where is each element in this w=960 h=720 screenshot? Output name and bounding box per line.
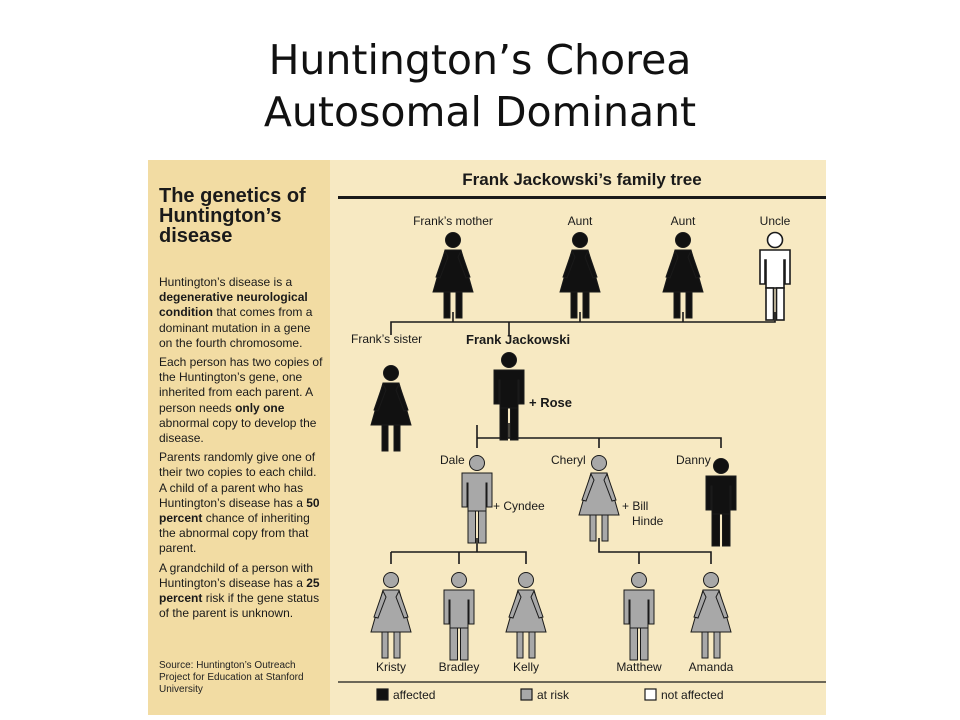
sidebar-heading: The genetics of Huntington’s disease bbox=[159, 185, 306, 247]
person-matthew bbox=[624, 573, 654, 661]
person-franks-sister bbox=[371, 366, 411, 452]
legend-swatch-affected bbox=[377, 689, 388, 700]
person-aunt-1 bbox=[560, 233, 600, 319]
legend-label-not-affected: not affected bbox=[661, 688, 724, 702]
name-label-matthew: Matthew bbox=[616, 660, 662, 674]
legend-swatch-at-risk bbox=[521, 689, 532, 700]
sidebar-paragraph-1: Huntington’s disease is a degenerative neurological condition that comes from a dominant mutation in a gene on the fourth chromosome. bbox=[159, 275, 313, 350]
spouse-label-frank-jackowski: + Rose bbox=[529, 395, 572, 410]
connector-cheryl-children bbox=[599, 538, 711, 564]
name-label-kelly: Kelly bbox=[512, 660, 540, 674]
name-label-aunt-2: Aunt bbox=[670, 214, 696, 228]
slide-title-line-1: Huntington’s Chorea bbox=[268, 36, 692, 84]
name-label-amanda: Amanda bbox=[688, 660, 734, 674]
legend-item-not-affected bbox=[645, 688, 724, 702]
sidebar-paragraph-4: A grandchild of a person with Huntington’s disease has a 25 percent risk if the gene status of the parent is unknown. bbox=[159, 560, 320, 621]
name-label-dale: Dale bbox=[440, 453, 465, 467]
legend-item-at-risk bbox=[521, 688, 570, 702]
legend-item-affected bbox=[377, 688, 435, 702]
name-label-frank-jackowski: Frank Jackowski bbox=[466, 332, 571, 347]
name-label-bradley: Bradley bbox=[438, 660, 480, 674]
person-dale bbox=[462, 456, 492, 544]
person-kristy bbox=[371, 573, 411, 659]
name-label-franks-mother: Frank’s mother bbox=[413, 214, 493, 228]
name-label-uncle: Uncle bbox=[759, 214, 791, 228]
person-cheryl bbox=[579, 456, 619, 542]
tree-title: Frank Jackowski’s family tree bbox=[462, 170, 702, 189]
spouse-label-dale: + Cyndee bbox=[493, 499, 545, 513]
person-uncle bbox=[760, 233, 790, 321]
person-franks-mother bbox=[433, 233, 473, 319]
sidebar-paragraph-2: Each person has two copies of the Huntington’s gene, one inherited from each parent. A person needs only one abnormal copy to develop the disease. bbox=[159, 355, 323, 446]
name-label-aunt-1: Aunt bbox=[567, 214, 593, 228]
tree-legend bbox=[338, 682, 826, 702]
spouse-label-cheryl-cont: Hinde bbox=[632, 514, 664, 528]
spouse-label-cheryl: + Bill bbox=[622, 499, 649, 513]
sidebar-paragraph-3: Parents randomly give one of their two copies to each child. A child of a parent who has Huntington’s disease has a 50 percent chance of inheriting the abnormal copy from that parent. bbox=[159, 450, 320, 556]
slide-title bbox=[0, 34, 960, 138]
person-bradley bbox=[444, 573, 474, 661]
sidebar-source: Source: Huntington’s Outreach Project for Education at Stanford University bbox=[159, 660, 304, 695]
person-aunt-2 bbox=[663, 233, 703, 319]
person-amanda bbox=[691, 573, 731, 659]
name-label-franks-sister: Frank’s sister bbox=[351, 332, 423, 346]
person-danny bbox=[706, 459, 736, 547]
person-kelly bbox=[506, 573, 546, 659]
name-label-danny: Danny bbox=[676, 453, 711, 467]
slide-title-line-2: Autosomal Dominant bbox=[263, 88, 697, 136]
connector-dale-children bbox=[391, 538, 526, 564]
name-label-kristy: Kristy bbox=[376, 660, 406, 674]
name-label-cheryl: Cheryl bbox=[551, 453, 586, 467]
infographic-panel bbox=[148, 160, 826, 715]
family-tree-diagram bbox=[148, 160, 826, 715]
tree-people bbox=[371, 233, 790, 661]
legend-label-at-risk: at risk bbox=[537, 688, 570, 702]
legend-label-affected: affected bbox=[393, 688, 436, 702]
legend-swatch-not-affected bbox=[645, 689, 656, 700]
